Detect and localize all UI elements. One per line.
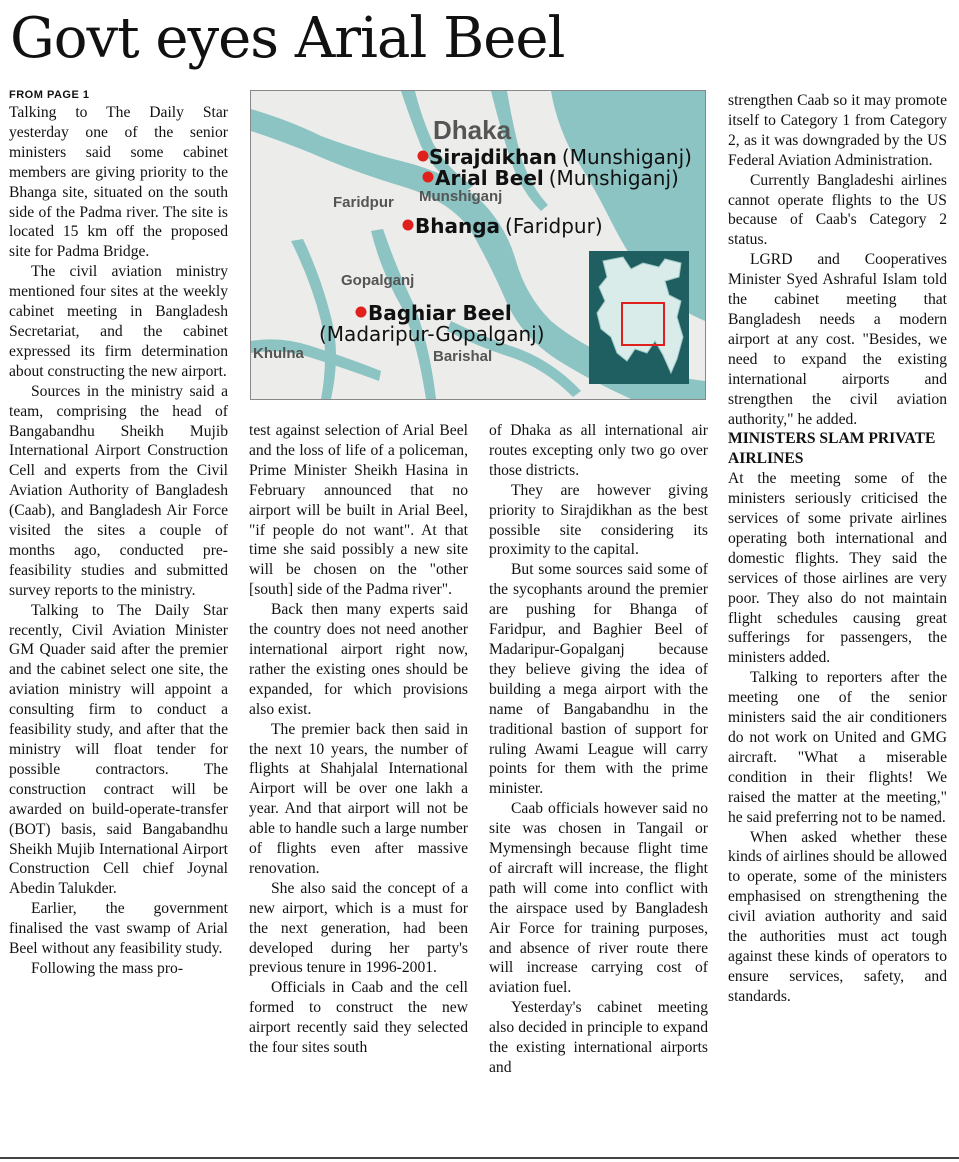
article-column-3	[489, 421, 708, 1150]
site-marker	[423, 172, 434, 183]
section-subhead: MINISTERS SLAM PRIVATE AIRLINES	[728, 430, 936, 468]
paragraph: They are however giving priority to Sirajdikhan as the best possible site considering its proximity to the capital.	[489, 481, 708, 559]
paragraph: Yesterday's cabinet meeting also decided in principle to expand the existing international airports and	[489, 999, 708, 1076]
bottom-rule	[0, 1157, 959, 1159]
paragraph: of Dhaka as all international air routes excepting only two go over those districts.	[489, 422, 708, 479]
location-map	[250, 90, 706, 400]
paragraph: Talking to reporters after the meeting one of the senior ministers said the air conditioners do not work on United and GMG aircraft. "What a miserable condition in their flights! We raised the matter at the meeting," he said preferring not to be named.	[728, 669, 947, 826]
paragraph: Officials in Caab and the cell formed to construct the new airport recently said they selected the four sites south	[249, 979, 468, 1057]
article-column-2	[249, 421, 468, 1150]
headline: Govt eyes Arial Beel	[10, 6, 565, 71]
paragraph: At the meeting some of the ministers seriously criticised the services of some private airlines operating both international and domestic flights. They said the services of those airlines are very poor. They also do not maintain flight schedules causing great sufferings for passengers, the ministers added.	[728, 470, 947, 667]
paragraph: LGRD and Cooperatives Minister Syed Ashraful Islam told the cabinet meeting that Bangladesh needs a modern airport at any cost. "Besides, we need to expand the existing international airports and strengthen the civil aviation authority," he added.	[728, 251, 947, 428]
site-marker	[403, 220, 414, 231]
continuation-kicker: FROM PAGE 1	[9, 89, 90, 101]
paragraph: Sources in the ministry said a team, comprising the head of Bangabandhu Sheikh Mujib International Airport Construction Cell and experts from the Civil Aviation Authority of Bangladesh (Caab), and Bangladesh Air Force visited the sites a couple of months ago, conducted pre-feasibility studies and submitted survey reports to the ministry.	[9, 382, 228, 599]
paragraph: Following the mass pro-	[31, 959, 184, 977]
paragraph: Earlier, the government finalised the vast swamp of Arial Beel without any feasibility study.	[9, 900, 228, 958]
paragraph: Talking to The Daily Star recently, Civil Aviation Minister GM Quader said after the premier and the cabinet select one site, the aviation ministry will appoint a consulting firm to conduct a feasibility study, and after that the ministry will float tender for possible contractors. The construction contract will be awarded on build-operate-transfer (BOT) basis, said Bangabandhu Sheikh Mujib International Airport Construction Cell chief Joynal Abedin Talukder.	[9, 601, 228, 898]
site-marker	[356, 307, 367, 318]
map-graphic	[251, 91, 705, 399]
map-label-munshiganj: Munshiganj	[419, 188, 503, 205]
map-label-khulna: Khulna	[253, 345, 304, 362]
map-label-barishal: Barishal	[433, 348, 493, 365]
site-marker	[418, 151, 429, 162]
paragraph: She also said the concept of a new airport, which is a must for the next generation, had been developed during her party's previous tenure in 1996-2001.	[249, 879, 468, 977]
paragraph: The civil aviation ministry mentioned four sites at the weekly cabinet meeting in Bangladesh Secretariat, and the cabinet expressed its firm determination about constructing the new airport.	[9, 263, 228, 380]
paragraph: Caab officials however said no site was chosen in Tangail or Mymensingh because flight time of aircraft will increase, the flight path will come into conflict with the airspace used by Bangladesh Air Force for training purposes, and absence of river route there will increase carrying cost of aviation fuel.	[489, 800, 708, 997]
site-label-baghiar-beel: Baghiar Beel	[368, 301, 512, 325]
bangladesh-inset-map	[589, 251, 689, 384]
paragraph: When asked whether these kinds of airlines should be allowed to operate, some of the ministers emphasised on strengthening the civil aviation authority and said the authorities must act tough against these kinds of operators to ensure services, safety, and standards.	[728, 828, 947, 1005]
paragraph: strengthen Caab so it may promote itself to Category 1 from Category 2, as it was downgraded by the US Federal Aviation Administration.	[728, 92, 947, 169]
site-label-bhanga: Bhanga (Faridpur)	[415, 214, 603, 238]
paragraph: But some sources said some of the sycophants around the premier are pushing for Bhanga of Faridpur, and Baghier Beel of Madaripur-Gopalganj because they believe giving the idea of building a mega airport with the name of Bangabandhu in the traditional bastion of support for ruling Awami League will carry points for them with the prime minister.	[489, 561, 708, 798]
site-label-arial-beel: Arial Beel (Munshiganj)	[435, 166, 679, 190]
map-label-faridpur: Faridpur	[333, 194, 394, 211]
map-label-gopalganj: Gopalganj	[341, 272, 415, 289]
paragraph: Currently Bangladeshi airlines cannot operate flights to the US because of Caab's Category 2 status.	[728, 171, 947, 249]
article-column-1	[9, 88, 228, 1150]
site-label-baghiar-district: (Madaripur-Gopalganj)	[319, 322, 545, 346]
paragraph: Back then many experts said the country does not need another international airport right now, rather the existing ones should be expanded, for which provisions also exist.	[249, 601, 468, 718]
paragraph: test against selection of Arial Beel and the loss of life of a policeman, Prime Minister Sheikh Hasina in February announced that no airport will be built in Arial Beel, "if people do not want". At that time she said possibly a new site will be chosen on the "other [south] side of the Padma river".	[249, 422, 468, 599]
map-label-dhaka: Dhaka	[433, 115, 512, 145]
paragraph: The premier back then said in the next 10 years, the number of flights at Shahjalal International Airport will be over one lakh a year. And that airport will not be able to handle such a large number of flights even after massive renovation.	[249, 720, 468, 877]
paragraph: Talking to The Daily Star yesterday one of the senior ministers said some cabinet members are giving priority to the Bhanga site, situated on the south side of the Padma river. The site is located 15 km off the proposed site for Padma Bridge.	[9, 104, 228, 261]
site-label-sirajdikhan: Sirajdikhan (Munshiganj)	[429, 145, 692, 169]
article-column-4	[728, 91, 947, 1150]
